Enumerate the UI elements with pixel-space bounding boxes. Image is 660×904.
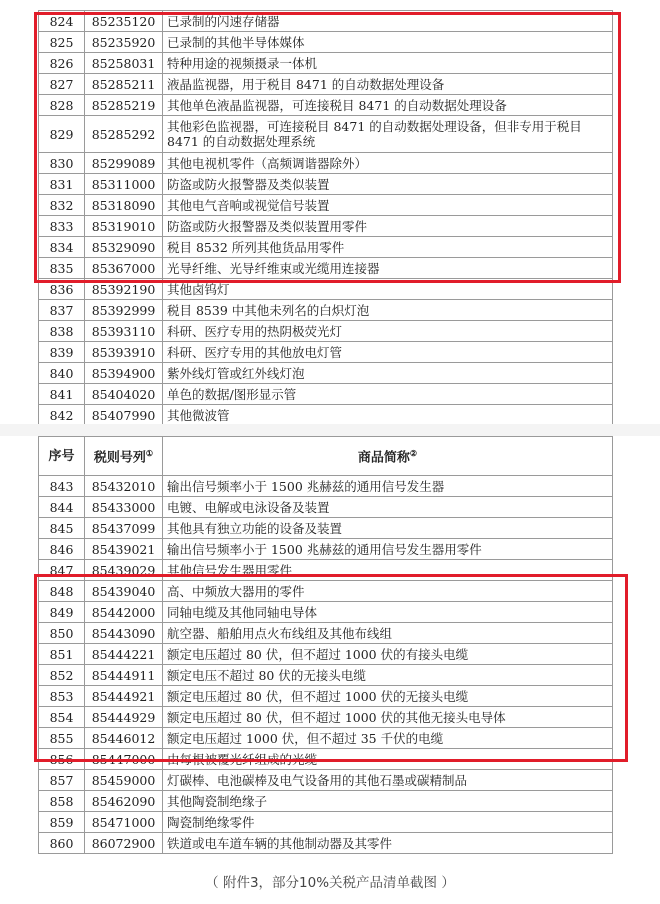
- product-name-cell: 其他陶瓷制绝缘子: [163, 791, 613, 812]
- serial-number-cell: 829: [39, 116, 85, 153]
- product-name-cell: 同轴电缆及其他同轴电导体: [163, 602, 613, 623]
- product-name-cell: 陶瓷制绝缘零件: [163, 812, 613, 833]
- serial-number-cell: 846: [39, 539, 85, 560]
- tariff-table-top: [38, 10, 612, 426]
- table-row: [39, 476, 613, 497]
- product-name-cell: 航空器、船舶用点火布线组及其他布线组: [163, 623, 613, 644]
- table-row: [39, 581, 613, 602]
- table-row: [39, 321, 613, 342]
- tariff-code-cell: 85285219: [85, 95, 163, 116]
- product-name-cell: 额定电压超过 80 伏，但不超过 1000 伏的无接头电缆: [163, 686, 613, 707]
- tariff-code-cell: 85446012: [85, 728, 163, 749]
- tariff-code-cell: 85459000: [85, 770, 163, 791]
- tariff-code-cell: 85393910: [85, 342, 163, 363]
- table-row: [39, 728, 613, 749]
- tariff-code-cell: 85442000: [85, 602, 163, 623]
- product-name-cell: 防盗或防火报警器及类似装置: [163, 174, 613, 195]
- product-name-cell: 输出信号频率小于 1500 兆赫兹的通用信号发生器用零件: [163, 539, 613, 560]
- table-row: [39, 11, 613, 32]
- product-name-cell: 由每根被覆光纤组成的光缆: [163, 749, 613, 770]
- serial-number-cell: 860: [39, 833, 85, 854]
- product-name-cell: 额定电压超过 1000 伏，但不超过 35 千伏的电缆: [163, 728, 613, 749]
- tariff-table-top-grid: [38, 10, 613, 426]
- serial-number-cell: 841: [39, 384, 85, 405]
- table-row: [39, 518, 613, 539]
- table-row: [39, 560, 613, 581]
- table-row: [39, 258, 613, 279]
- product-name-cell: 额定电压超过 80 伏，但不超过 1000 伏的其他无接头电导体: [163, 707, 613, 728]
- serial-number-cell: 831: [39, 174, 85, 195]
- table-row: [39, 195, 613, 216]
- table-row: [39, 539, 613, 560]
- table-row: [39, 216, 613, 237]
- serial-number-cell: 854: [39, 707, 85, 728]
- serial-number-cell: 853: [39, 686, 85, 707]
- tariff-code-cell: 85443090: [85, 623, 163, 644]
- product-name-cell: 其他电视机零件（高频调谐器除外）: [163, 153, 613, 174]
- product-name-cell: 科研、医疗专用的热阴极荧光灯: [163, 321, 613, 342]
- table-row: [39, 300, 613, 321]
- product-name-cell: 光导纤维、光导纤维束或光缆用连接器: [163, 258, 613, 279]
- tariff-code-cell: 85319010: [85, 216, 163, 237]
- table-row: [39, 665, 613, 686]
- tariff-code-cell: 85258031: [85, 53, 163, 74]
- tariff-code-cell: 85394900: [85, 363, 163, 384]
- serial-number-cell: 847: [39, 560, 85, 581]
- table-row: [39, 602, 613, 623]
- table-row: [39, 707, 613, 728]
- serial-number-cell: 827: [39, 74, 85, 95]
- serial-number-cell: 828: [39, 95, 85, 116]
- tariff-code-cell: 85437099: [85, 518, 163, 539]
- product-name-cell: 科研、医疗专用的其他放电灯管: [163, 342, 613, 363]
- serial-number-cell: 830: [39, 153, 85, 174]
- tariff-code-cell: 86072900: [85, 833, 163, 854]
- serial-number-cell: 852: [39, 665, 85, 686]
- serial-number-cell: 845: [39, 518, 85, 539]
- serial-number-cell: 826: [39, 53, 85, 74]
- product-name-cell: 已录制的其他半导体媒体: [163, 32, 613, 53]
- table-row: [39, 833, 613, 854]
- product-name-cell: 输出信号频率小于 1500 兆赫兹的通用信号发生器: [163, 476, 613, 497]
- serial-number-cell: 836: [39, 279, 85, 300]
- header-serial-number: 序号: [39, 437, 85, 476]
- tariff-code-cell: 85311000: [85, 174, 163, 195]
- table-row: [39, 279, 613, 300]
- table-row: [39, 32, 613, 53]
- tariff-code-cell: 85329090: [85, 237, 163, 258]
- serial-number-cell: 842: [39, 405, 85, 426]
- product-name-cell: 已录制的闪速存储器: [163, 11, 613, 32]
- tariff-code-cell: 85393110: [85, 321, 163, 342]
- product-name-cell: 电镀、电解或电泳设备及装置: [163, 497, 613, 518]
- product-name-cell: 额定电压超过 80 伏，但不超过 1000 伏的有接头电缆: [163, 644, 613, 665]
- tariff-code-cell: 85444911: [85, 665, 163, 686]
- serial-number-cell: 835: [39, 258, 85, 279]
- product-name-cell: 税目 8539 中其他未列名的白炽灯泡: [163, 300, 613, 321]
- table-row: [39, 237, 613, 258]
- table-row: [39, 623, 613, 644]
- tariff-code-cell: 85392999: [85, 300, 163, 321]
- serial-number-cell: 843: [39, 476, 85, 497]
- table-row: [39, 74, 613, 95]
- tariff-code-cell: 85407990: [85, 405, 163, 426]
- table-row: [39, 791, 613, 812]
- serial-number-cell: 857: [39, 770, 85, 791]
- serial-number-cell: 851: [39, 644, 85, 665]
- product-name-cell: 其他信号发生器用零件: [163, 560, 613, 581]
- product-name-cell: 灯碳棒、电池碳棒及电气设备用的其他石墨或碳精制品: [163, 770, 613, 791]
- serial-number-cell: 858: [39, 791, 85, 812]
- tariff-code-cell: 85439029: [85, 560, 163, 581]
- serial-number-cell: 834: [39, 237, 85, 258]
- table-row: [39, 363, 613, 384]
- tariff-code-cell: 85444921: [85, 686, 163, 707]
- tariff-code-cell: 85235920: [85, 32, 163, 53]
- serial-number-cell: 849: [39, 602, 85, 623]
- serial-number-cell: 840: [39, 363, 85, 384]
- table-row: [39, 405, 613, 426]
- serial-number-cell: 859: [39, 812, 85, 833]
- product-name-cell: 其他彩色监视器，可连接税目 8471 的自动数据处理设备，但非专用于税目 8471 的自动数据处理系统: [163, 116, 613, 153]
- product-name-cell: 其他单色液晶监视器，可连接税目 8471 的自动数据处理设备: [163, 95, 613, 116]
- table-row: [39, 174, 613, 195]
- serial-number-cell: 832: [39, 195, 85, 216]
- table-row: [39, 95, 613, 116]
- product-name-cell: 铁道或电车道车辆的其他制动器及其零件: [163, 833, 613, 854]
- serial-number-cell: 844: [39, 497, 85, 518]
- table-row: [39, 153, 613, 174]
- tariff-code-cell: 85285292: [85, 116, 163, 153]
- product-name-cell: 其他微波管: [163, 405, 613, 426]
- serial-number-cell: 824: [39, 11, 85, 32]
- product-name-cell: 防盗或防火报警器及类似装置用零件: [163, 216, 613, 237]
- tariff-code-cell: 85444221: [85, 644, 163, 665]
- serial-number-cell: 850: [39, 623, 85, 644]
- tariff-code-cell: 85432010: [85, 476, 163, 497]
- table-row: [39, 384, 613, 405]
- tariff-code-cell: 85444929: [85, 707, 163, 728]
- table-row: [39, 812, 613, 833]
- header-tariff-code: 税则号列①: [85, 437, 163, 476]
- serial-number-cell: 856: [39, 749, 85, 770]
- header-product-name: 商品简称②: [163, 437, 613, 476]
- product-name-cell: 税目 8532 所列其他货品用零件: [163, 237, 613, 258]
- tariff-code-cell: 85447000: [85, 749, 163, 770]
- tariff-code-cell: 85318090: [85, 195, 163, 216]
- table-row: [39, 342, 613, 363]
- product-name-cell: 液晶监视器，用于税目 8471 的自动数据处理设备: [163, 74, 613, 95]
- table-row: [39, 749, 613, 770]
- serial-number-cell: 848: [39, 581, 85, 602]
- product-name-cell: 其他具有独立功能的设备及装置: [163, 518, 613, 539]
- tariff-code-cell: 85392190: [85, 279, 163, 300]
- tariff-code-cell: 85404020: [85, 384, 163, 405]
- product-name-cell: 额定电压不超过 80 伏的无接头电缆: [163, 665, 613, 686]
- product-name-cell: 特种用途的视频摄录一体机: [163, 53, 613, 74]
- tariff-code-cell: 85462090: [85, 791, 163, 812]
- tariff-code-cell: 85433000: [85, 497, 163, 518]
- tariff-code-cell: 85285211: [85, 74, 163, 95]
- serial-number-cell: 837: [39, 300, 85, 321]
- product-name-cell: 其他卤钨灯: [163, 279, 613, 300]
- product-name-cell: 高、中频放大器用的零件: [163, 581, 613, 602]
- product-name-cell: 其他电气音响或视觉信号装置: [163, 195, 613, 216]
- table-row: [39, 497, 613, 518]
- product-name-cell: 紫外线灯管或红外线灯泡: [163, 363, 613, 384]
- table-row: [39, 53, 613, 74]
- page-break-gap: [0, 424, 660, 436]
- product-name-cell: 单色的数据/图形显示管: [163, 384, 613, 405]
- table-row: [39, 770, 613, 791]
- tariff-code-cell: 85367000: [85, 258, 163, 279]
- figure-caption: （ 附件3，部分10%关税产品清单截图 ）: [205, 875, 455, 891]
- tariff-code-cell: 85439040: [85, 581, 163, 602]
- tariff-code-cell: 85299089: [85, 153, 163, 174]
- serial-number-cell: 855: [39, 728, 85, 749]
- table-row: [39, 116, 613, 153]
- serial-number-cell: 825: [39, 32, 85, 53]
- tariff-table-bottom: [38, 436, 612, 854]
- tariff-code-cell: 85439021: [85, 539, 163, 560]
- tariff-table-bottom-grid: [38, 436, 613, 854]
- table-row: [39, 686, 613, 707]
- table-row: [39, 644, 613, 665]
- serial-number-cell: 833: [39, 216, 85, 237]
- serial-number-cell: 838: [39, 321, 85, 342]
- table-header-row: [39, 437, 613, 476]
- serial-number-cell: 839: [39, 342, 85, 363]
- tariff-code-cell: 85235120: [85, 11, 163, 32]
- tariff-code-cell: 85471000: [85, 812, 163, 833]
